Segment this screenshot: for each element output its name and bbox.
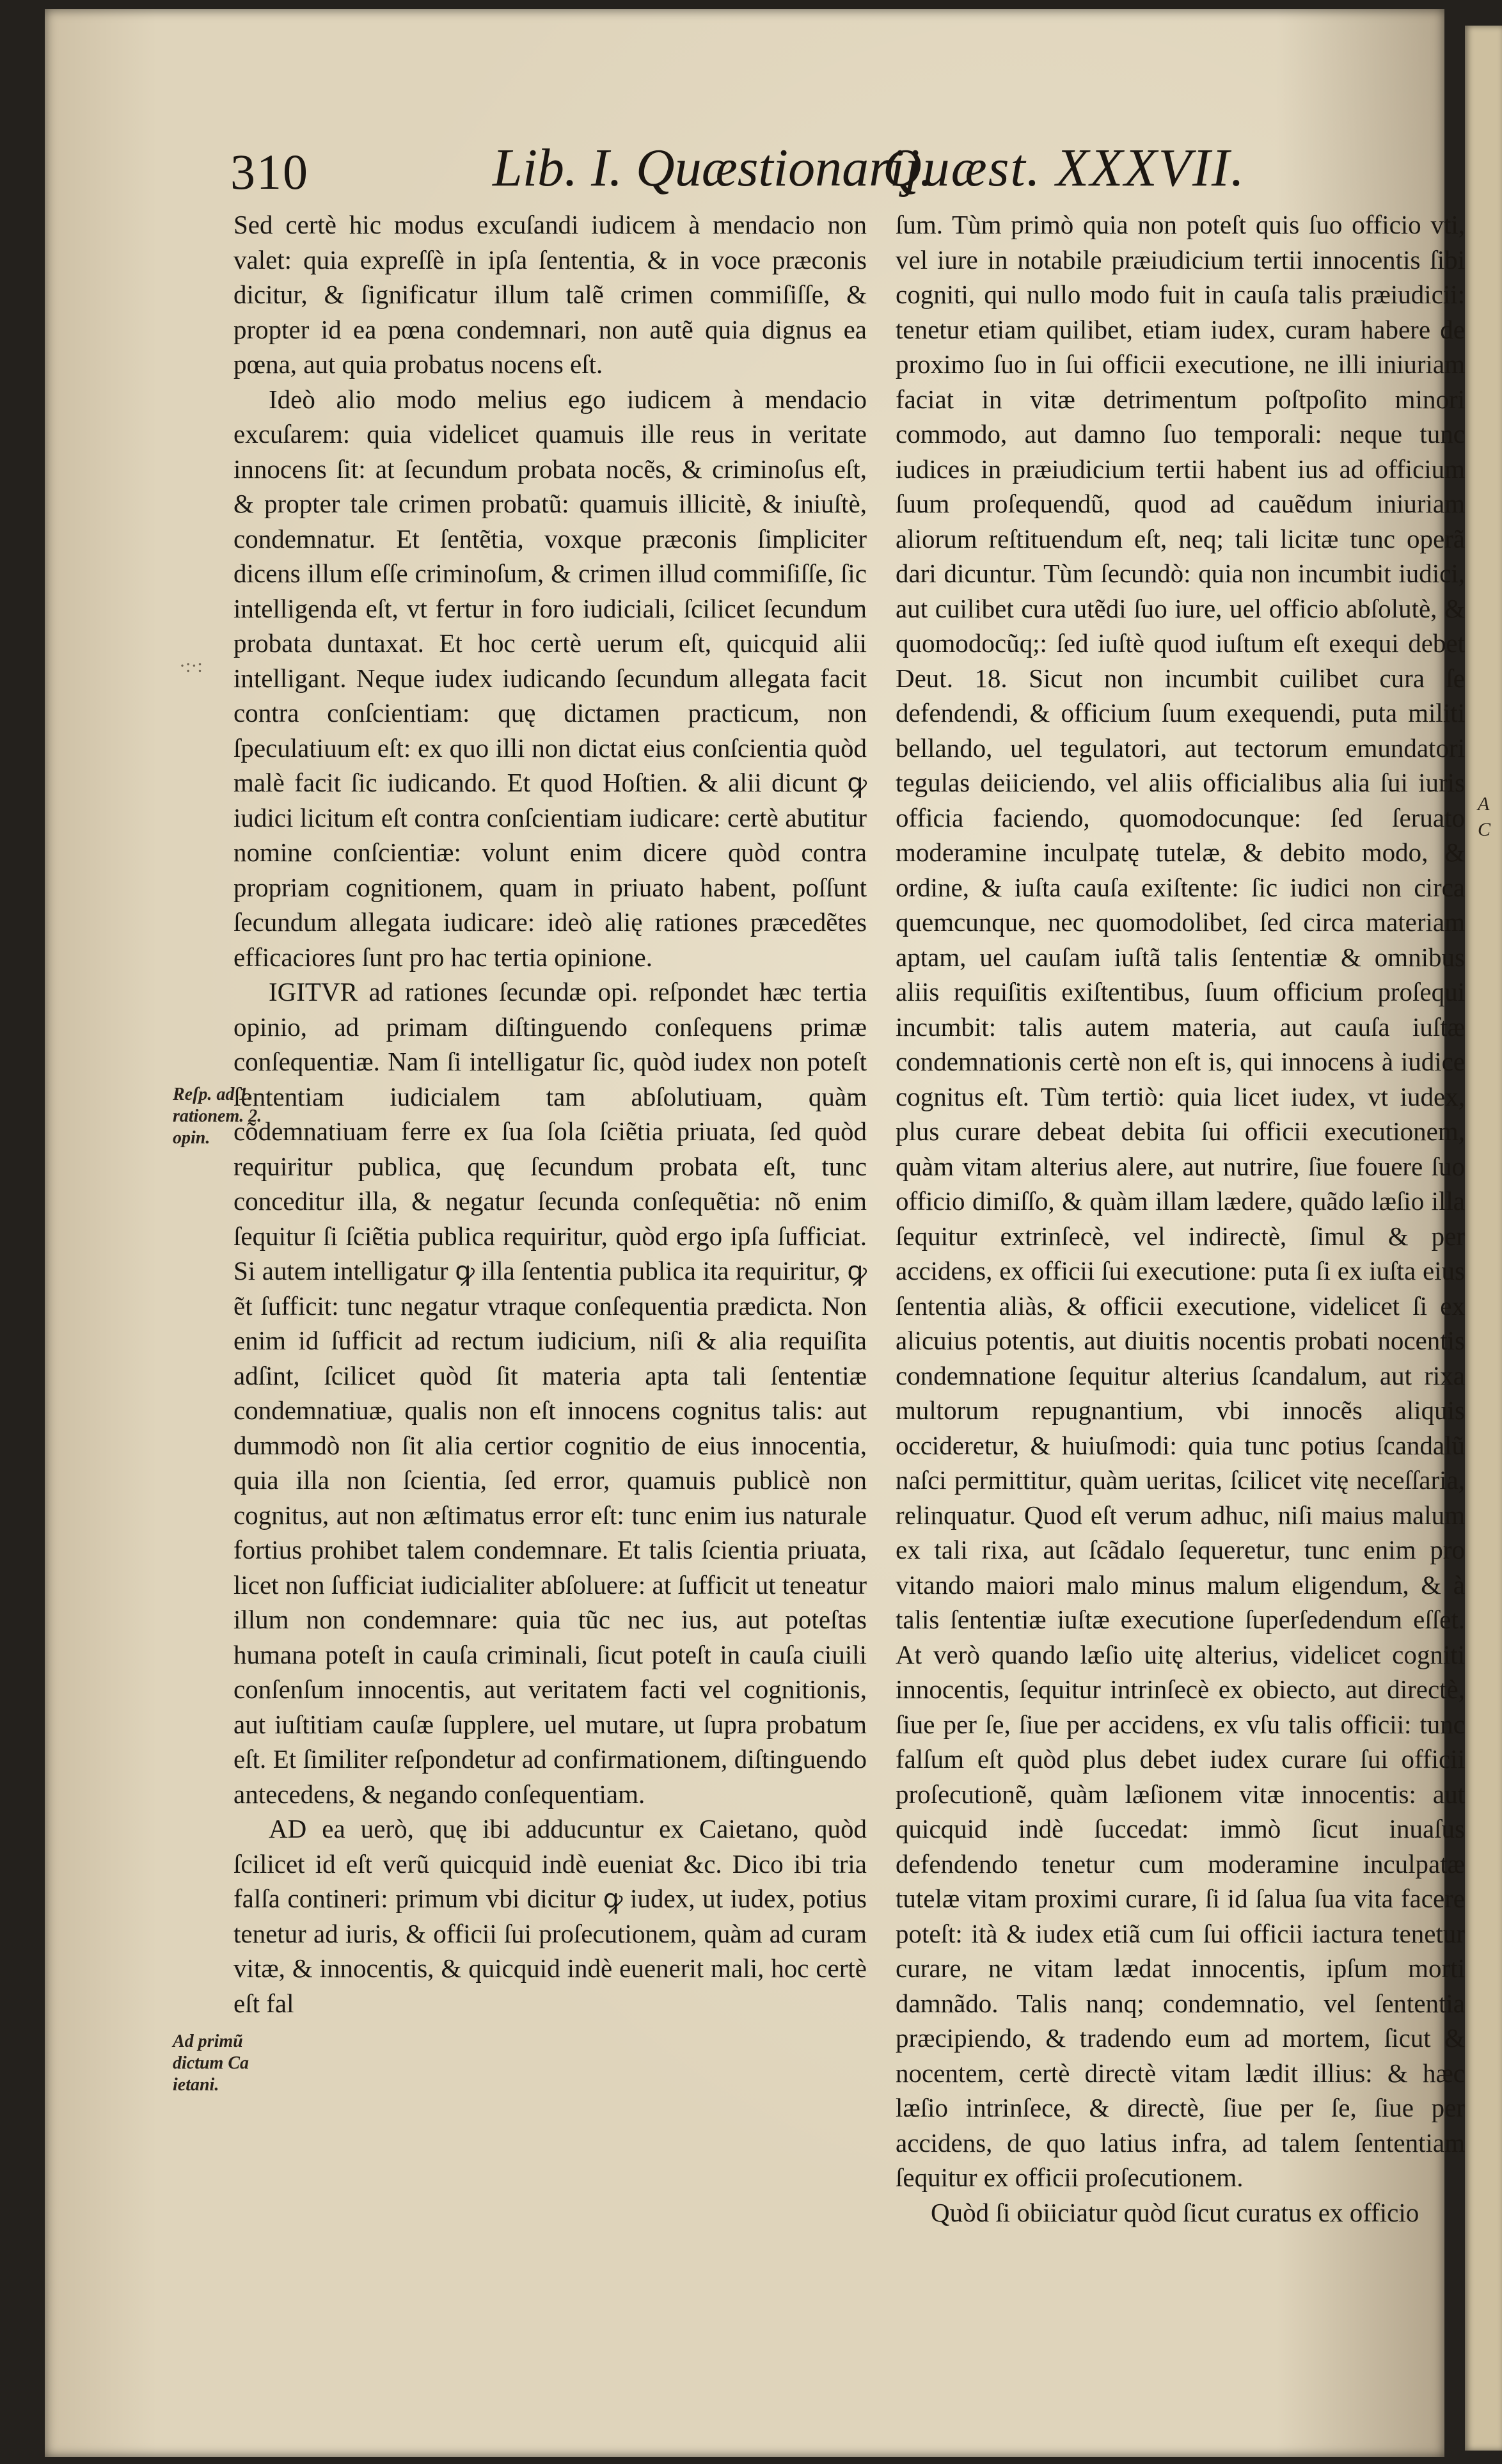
marginal-line: opin. bbox=[173, 1128, 210, 1148]
paragraph: IGITVR ad rationes ſecundæ opi. reſpondet hæc tertia opinio, ad primam diſtinguendo conſequens primæ conſequentiæ. Nam ſi intelligatur ſic, quòd iudex non poteſt ſententiam iudicialem tam abſolutiuam, quàm cõdemnatiuam ferre ex ſua ſola ſciẽtia priuata, ſed quòd requiritur publica, quę ſecundum probata eſt, tunc conceditur illa, & negatur ſecunda conſequẽtia: nõ enim ſequitur ſi ſciẽtia publica requiritur, quòd ergo ipſa ſufficiat. Si autem intelligatur ꝙ illa ſententia publica ita requiritur, ꝙ ẽt ſufficit: tunc negatur vtraque conſequentia prædicta. Non enim id ſufficit ad rectum iudicium, niſi & alia requiſita adſint, ſcilicet quòd ſit materia apta tali ſententiæ condemnatiuæ, qualis non eſt innocens cognitus talis: aut dummodò non ſit alia certior cognitio de eius innocentia, quia illa non ſcientia, ſed error, quamuis publicè non cognitus, aut non æſtimatus error eſt: tunc enim ius naturale fortius prohibet talem condemnare. Et talis ſcientia priuata, licet non ſufficiat iudicialiter abſoluere: at ſufficit ut teneatur illum non condemnare: quia tũc nec ius, aut poteſtas humana poteſt in cauſa criminali, ſicut poteſt in cauſa ciuili conſenſum innocentis, aut veritatem facti vel cognitionis, aut iuſtitiam cauſæ ſupplere, uel mutare, ut ſupra probatum eſt. Et ſimiliter reſpondetur ad confirmationem, diſtinguendo antecedens, & negando conſequentiam. bbox=[233, 977, 867, 1809]
paragraph: Quòd ſi obiiciatur quòd ſicut curatus ex officio bbox=[931, 2197, 1419, 2227]
folio-number: 310 bbox=[230, 144, 309, 200]
marginal-note-resp bbox=[173, 1084, 269, 1149]
gutter-mark: ·:·: bbox=[179, 655, 203, 676]
marginal-line: Ad primũ bbox=[173, 2031, 243, 2051]
marginal-line: dictum Ca bbox=[173, 2053, 249, 2073]
marginal-note-ad-primum bbox=[173, 2031, 269, 2096]
paragraph: ſum. Tùm primò quia non poteſt quis ſuo officio vti, vel iure in notabile præiudicium tertii innocentis ſibi cogniti, qui nullo modo fuit in cauſa talis præiudicii: tenetur etiam quilibet, etiam iudex, curam habere de proximo ſuo in ſui officii executione, ne illi iniuriam faciat in vitæ detrimentum poſtpoſito minori commodo, aut damno ſuo temporali: neque tunc iudices in præiudicium tertii habent ius ad officium ſuum proſequendũ, quod ad cauẽdum iniuriam aliorum reſtituendum eſt, neq; tali licitæ tunc operã dari dicuntur. Tùm ſecundò: quia non incumbit iudici, aut cuilibet cura utẽdi ſuo iure, uel officio abſolutè, & quomodocũq;: ſed iuſtè quod iuſtum eſt exequi debet Deut. 18. Sicut non incumbit cuilibet cura ſe defendendi, & officium ſuum exequendi, puta militi bellando, uel tegulatori, aut tectorum emundatori tegulas deiiciendo, vel aliis officialibus alia ſui iuris officia faciendo, quomodocunque: ſed ſeruato moderamine inculpatę tutelæ, & debito modo, & ordine, & iuſta cauſa exiſtente: ſic iudici non circa quemcunque, nec quomodolibet, ſed circa materiam aptam, uel cauſam iuſtã talis ſententiæ & omnibus aliis requiſitis exiſtentibus, ſuum officium proſequi incumbit: talis autem materia, aut cauſa iuſtæ condemnationis certè non eſt is, qui innocens à iudice cognitus eſt. Tùm tertiò: quia licet iudex, vt iudex, plus curare debeat debita ſui officii executionem, quàm vitam alterius alere, aut nutrire, ſiue fouere ſuo officio dimiſſo, & quàm illam lædere, quãdo læſio illa ſequitur extrinſecè, vel indirectè, ſimul & per accidens, ex officii ſui executione: puta ſi ex iuſta eius ſententia aliàs, & officii executione, videlicet ſi ex alicuius potentis, aut diuitis nocentis probati nocentis condemnatione ſequitur alterius ſcandalum, aut rixa multorum repugnantium, vbi innocẽs aliquis occideretur, & huiuſmodi: quia tunc potius ſcandalũ naſci permittitur, quàm ueritas, ſcilicet vitę neceſſaria, relinquatur. Quod eſt verum adhuc, niſi maius malum ex tali rixa, aut ſcãdalo ſequeretur, tunc enim pro vitando maiori malo minus malum eligendum, & à talis ſententiæ iuſtæ executione ſuperſedendum eſſet. At verò quando læſio uitę alterius, videlicet cogniti innocentis, ſequitur intrinſecè ex obiecto, aut directè, ſiue per ſe, ſiue per accidens, ex vſu talis officii: tunc falſum eſt quòd plus debet iudex curare ſui officii proſecutionẽ, quàm læſionem vitæ innocentis: aut quicquid indè ſuccedat: immò ſicut inuaſus defendendo tenetur cum moderamine inculpatæ tutelæ vitam proximi curare, ſi id ſalua ſua vita facere poteſt: ità & iudex etiã cum ſui officii iactura tenetur curare, ne vitam lædat innocentis, ipſum morti damnãdo. Talis nanq; condemnatio, vel ſententia præcipiendo, & tradendo eum ad mortem, ſicut & nocentem, certè directè vitam lædit illius: & hæc læſio intrinſece, & directè, ſiue per ſe, ſiue per accidens, de quo latius infra, ad talem ſententiam ſequitur ex officii proſecutionem. bbox=[896, 210, 1465, 2192]
marginal-line: ietani. bbox=[173, 2075, 219, 2095]
next-page-letter: C bbox=[1478, 819, 1491, 840]
running-title-left: Lib. I. Quæstionarij. bbox=[493, 138, 933, 198]
marginal-line: rationem. 2. bbox=[173, 1106, 262, 1126]
paragraph: AD ea uerò, quę ibi adducuntur ex Caietano, quòd ſcilicet id eſt verũ quicquid indè eueniat &c. Dico ibi tria falſa contineri: primum vbi dicitur ꝙ iudex, ut iudex, potius tenetur ad iuris, & officii ſui proſecutionem, quàm ad curam vitæ, & innocentis, & quicquid indè euenerit mali, hoc certè eſt fal bbox=[233, 1814, 867, 2018]
left-column bbox=[233, 207, 867, 2021]
paragraph: Ideò alio modo melius ego iudicem à mendacio excuſarem: quia videlicet quamuis ille reus in veritate innocens ſit: at ſecundum probata nocẽs, & criminoſus eſt, & propter tale crimen probatũ: quamuis illicitè, & iniuſtè, condemnatur. Et ſentẽtia, voxque præconis ſimpliciter dicens illum eſſe criminoſum, & crimen illud commiſiſſe, ſic intelligenda eſt, vt fertur in foro iudiciali, ſcilicet ſecundum probata duntaxat. Et hoc certè uerum eſt, quicquid alii intelligant. Neque iudex iudicando ſecundum allegata facit contra conſcientiam: quę dictamen practicum, non ſpeculatiuum eſt: ex quo illi non dictat eius conſcientia quòd malè facit ſic iudicando. Et quod Hoſtien. & alii dicunt ꝙ iudici licitum eſt contra conſcientiam iudicare: certè abutitur nomine conſcientiæ: volunt enim dicere quòd contra propriam cognitionem, quam in priuato habent, poſſunt ſecundum allegata iudicare: ideò alię rationes præcedẽtes efficaciores ſunt pro hac tertia opinione. bbox=[233, 384, 867, 972]
page-header bbox=[45, 137, 1444, 207]
right-column bbox=[896, 207, 1465, 2230]
next-page-letter: A bbox=[1478, 793, 1490, 815]
running-title-right: Quæst. XXXVII. bbox=[883, 138, 1245, 198]
book-page bbox=[45, 9, 1465, 2457]
next-page-edge bbox=[1465, 26, 1502, 2451]
marginal-line: Reſp. ad 1. bbox=[173, 1085, 253, 1104]
paragraph: Sed certè hic modus excuſandi iudicem à mendacio non valet: quia expreſſè in ipſa ſententia, & in voce præconis dicitur, & ſignificatur illum talẽ crimen commiſiſſe, & propter id ea pœna condemnari, non autẽ quia dignus ea pœna, aut quia probatus nocens eſt. bbox=[233, 210, 867, 379]
